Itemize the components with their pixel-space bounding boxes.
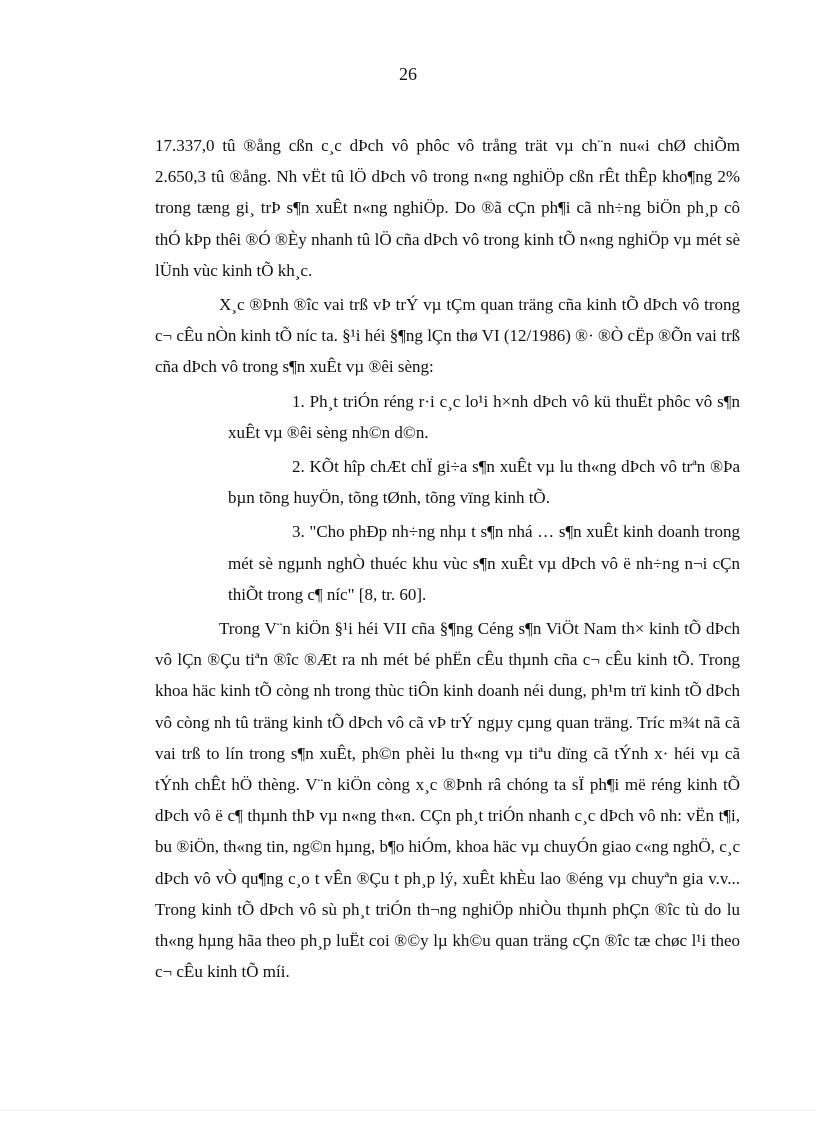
body-text	[155, 130, 740, 990]
list-item-1: 1. Ph¸t triÓn réng r·i c¸c lo¹i h×nh dÞch vô kü thuËt phôc vô s¶n xuÊt vµ ®êi sèng nh©n d©n.	[228, 391, 740, 442]
page-bottom-edge	[0, 1110, 816, 1111]
list-item-2: 2. KÕt hîp chÆt chÏ gi÷a s¶n xuÊt vµ lu th«ng dÞch vô trªn ®Þa bµn tõng huyÖn, tõng tØnh, tõng vïng kinh tÕ.	[228, 457, 740, 508]
paragraph-3: Trong V¨n kiÖn §¹i héi VII cña §¶ng Céng s¶n ViÖt Nam th× kinh tÕ dÞch vô lÇn ®Çu tiªn ®îc ®Æt ra nh mét bé phËn cÊu thµnh cña c¬ cÊu kinh tÕ. Trong khoa häc kinh tÕ còng nh trong thùc tiÔn kinh doanh néi dung, ph¹m trï kinh tÕ dÞch vô còng nh tû träng kinh tÕ dÞch vô cã vÞ trÝ ngµy cµng quan träng. Tríc m¾t nã cã vai trß to lín trong s¶n xuÊt, ph©n phèi lu th«ng vµ tiªu dïng cã tÝnh x· héi vµ cã tÝnh chÊt hÖ thèng. V¨n kiÖn còng x¸c ®Þnh râ chóng ta sÏ ph¶i më réng kinh tÕ dÞch vô ë c¶ thµnh thÞ vµ n«ng th«n. CÇn ph¸t triÓn nhanh c¸c dÞch vô nh: vËn t¶i, bu ®iÖn, th«ng tin, ng©n hµng, b¶o hiÓm, khoa häc vµ chuyÓn giao c«ng nghÖ, c¸c dÞch vô vÒ qu¶ng c¸o t vÊn ®Çu t ph¸p lý, xuÊt khÈu lao ®éng vµ chuyªn gia v.v... Trong kinh tÕ dÞch vô sù ph¸t triÓn th¬ng nghiÖp nhiÒu thµnh phÇn ®îc tù do lu th«ng hµng hãa theo ph¸p luËt coi ®©y lµ kh©u quan träng cÇn ®îc tæ chøc l¹i theo c¬ cÊu kinh tÕ míi.	[155, 619, 740, 982]
page-number: 26	[399, 64, 417, 84]
list-item-3: 3. "Cho phÐp nh÷ng nhµ t s¶n nhá … s¶n xuÊt kinh doanh trong mét sè ngµnh nghÒ thuéc khu vùc s¶n xuÊt vµ dÞch vô ë nh÷ng n¬i cÇn thiÕt trong c¶ níc" [8, tr. 60].	[228, 522, 740, 604]
paragraph-1: 17.337,0 tû ®ång cßn c¸c dÞch vô phôc vô trång trät vµ ch¨n nu«i chØ chiÕm 2.650,3 tû ®ång. Nh vËt tû lÖ dÞch vô trong n«ng nghiÖp cßn rÊt thÊp kho¶ng 2% trong tæng gi¸ trÞ s¶n xuÊt n«ng nghiÖp. Do ®ã cÇn ph¶i cã nh÷ng biÖn ph¸p cô thÓ kÞp thêi ®Ó ®Èy nhanh tû lÖ cña dÞch vô trong kinh tÕ n«ng nghiÖp vµ mét sè lÜnh vùc kinh tÕ kh¸c.	[155, 136, 740, 280]
paragraph-2: X¸c ®Þnh ®îc vai trß vÞ trÝ vµ tÇm quan träng cña kinh tÕ dÞch vô trong c¬ cÊu nÒn kinh tÕ níc ta. §¹i héi §¶ng lÇn thø VI (12/1986) ®· ®Ò cËp ®Õn vai trß cña dÞch vô trong s¶n xuÊt vµ ®êi sèng:	[155, 295, 740, 377]
